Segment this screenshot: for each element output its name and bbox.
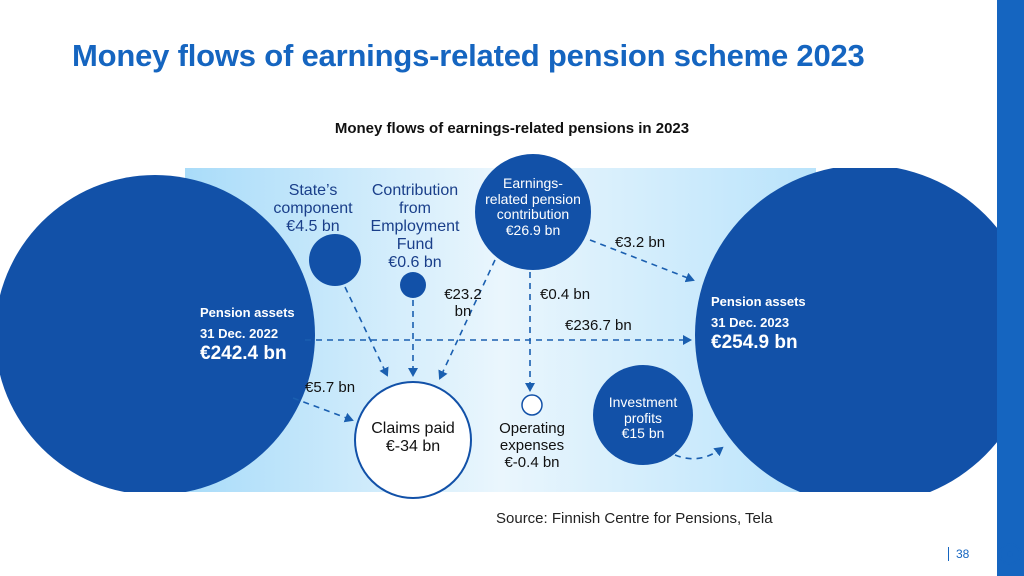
source-note: Source: Finnish Centre for Pensions, Tela bbox=[496, 510, 773, 527]
employment-fund-circle bbox=[400, 272, 426, 298]
operating-expenses-label: Operating expenses €-0.4 bn bbox=[499, 420, 565, 471]
state-component-circle bbox=[309, 234, 361, 286]
flow-label-236-7: €236.7 bn bbox=[565, 317, 632, 334]
assets-2023-label: Pension assets 31 Dec. 2023 €254.9 bn bbox=[711, 294, 806, 354]
assets-2022-label: Pension assets 31 Dec. 2022 €242.4 bn bbox=[200, 305, 295, 365]
organization-logo-icon bbox=[996, 540, 1024, 568]
page-number: 38 bbox=[956, 547, 970, 561]
operating-expenses-circle bbox=[522, 395, 542, 415]
earnings-contribution-label: Earnings- related pension contribution €26.9 bn bbox=[485, 175, 581, 239]
flow-label-0-4: €0.4 bn bbox=[540, 286, 591, 303]
state-component-label: State’s component €4.5 bn bbox=[273, 182, 353, 235]
flow-label-23-2: €23.2 bn bbox=[444, 286, 482, 320]
slide-title: Money flows of earnings-related pension scheme 2023 bbox=[72, 38, 865, 73]
flow-label-5-7: €5.7 bn bbox=[305, 379, 356, 396]
employment-fund-label: Contribution from Employment Fund €0.6 bn bbox=[370, 182, 460, 271]
claims-paid-label: Claims paid €-34 bn bbox=[371, 420, 455, 455]
diagram-title: Money flows of earnings-related pensions in 2023 bbox=[334, 120, 690, 137]
page-separator bbox=[948, 547, 949, 561]
flow-label-3-2: €3.2 bn bbox=[615, 234, 666, 251]
investment-profits-label: Investment profits €15 bn bbox=[608, 394, 678, 442]
brand-side-bar bbox=[997, 0, 1024, 576]
